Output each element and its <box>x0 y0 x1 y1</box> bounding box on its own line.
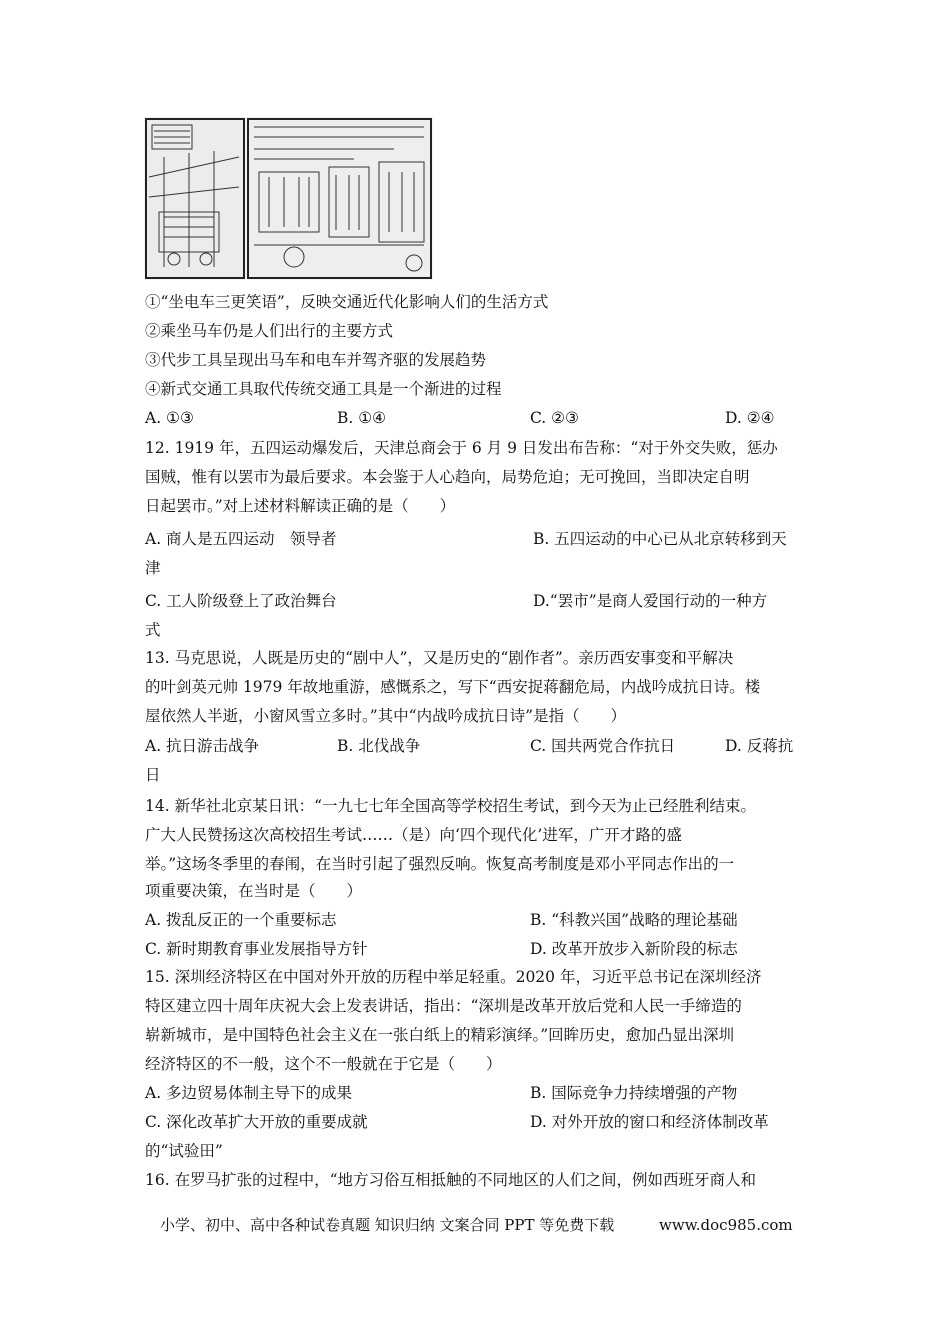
statement-2: ②乘坐马车仍是人们出行的主要方式 <box>145 322 394 340</box>
footer-url-link[interactable]: www.doc985.com <box>659 1216 793 1234</box>
q15-stem-line: 经济特区的不一般，这个不一般就在于它是（ ） <box>145 1055 502 1073</box>
q13-option-d[interactable]: D. 反蒋抗 <box>725 737 794 755</box>
q15-option-b[interactable]: B. 国际竞争力持续增强的产物 <box>530 1084 738 1102</box>
q12-stem-line: 12. 1919 年，五四运动爆发后，天津总商会于 6 月 9 日发出布告称：“对于外交失败，惩办 <box>145 439 778 457</box>
q15-option-d-wrap: 的“试验田” <box>145 1142 223 1160</box>
q13-option-d-wrap: 日 <box>145 766 161 784</box>
q15-stem-line: 崭新城市，是中国特色社会主义在一张白纸上的精彩演绎。”回眸历史，愈加凸显出深圳 <box>145 1026 735 1044</box>
page-footer <box>160 1214 793 1235</box>
q14-stem-line: 14. 新华社北京某日讯：“一九七七年全国高等学校招生考试，到今天为止已经胜利结束。 <box>145 797 757 815</box>
q15-option-a[interactable]: A. 多边贸易体制主导下的成果 <box>145 1084 353 1102</box>
statement-1: ①“坐电车三更笑语”，反映交通近代化影响人们的生活方式 <box>145 293 549 311</box>
q12-option-c[interactable]: C. 工人阶级登上了政治舞台 <box>145 592 337 610</box>
q13-option-b[interactable]: B. 北伐战争 <box>337 737 421 755</box>
q12-stem-line: 日起罢市。”对上述材料解读正确的是（ ） <box>145 497 456 515</box>
q13-stem-line: 屋依然人半逝，小窗风雪立多时。”其中“内战吟成抗日诗”是指（ ） <box>145 707 627 725</box>
q14-stem-line: 广大人民赞扬这次高校招生考试……（是）向‘四个现代化’进军，广开才路的盛 <box>145 826 682 844</box>
q16-stem-line: 16. 在罗马扩张的过程中，“地方习俗互相抵触的不同地区的人们之间，例如西班牙商人和 <box>145 1171 757 1189</box>
q11-option-a[interactable]: A. ①③ <box>145 409 194 427</box>
statement-4: ④新式交通工具取代传统交通工具是一个渐进的过程 <box>145 380 502 398</box>
q14-stem-line: 举。”这场冬季里的春闱，在当时引起了强烈反响。恢复高考制度是邓小平同志作出的一 <box>145 855 735 873</box>
q14-stem-line: 项重要决策，在当时是（ ） <box>145 882 363 900</box>
q13-option-c[interactable]: C. 国共两党合作抗日 <box>530 737 676 755</box>
footer-text: 小学、初中、高中各种试卷真题 知识归纳 文案合同 PPT 等免费下载 <box>160 1216 615 1234</box>
q12-option-d[interactable]: D.“罢市”是商人爱国行动的一种方 <box>533 592 768 610</box>
q11-option-c[interactable]: C. ②③ <box>530 409 579 427</box>
q12-option-b-wrap: 津 <box>145 559 161 577</box>
q14-option-d[interactable]: D. 改革开放步入新阶段的标志 <box>530 940 738 958</box>
q13-stem-line: 的叶剑英元帅 1979 年故地重游，感慨系之，写下“西安捉蒋翻危局，内战吟成抗日诗。楼 <box>145 678 761 696</box>
historical-illustration <box>144 117 433 280</box>
q15-option-c[interactable]: C. 深化改革扩大开放的重要成就 <box>145 1113 368 1131</box>
q14-option-c[interactable]: C. 新时期教育事业发展指导方针 <box>145 940 368 958</box>
q15-stem-line: 15. 深圳经济特区在中国对外开放的历程中举足轻重。2020 年，习近平总书记在深圳经济 <box>145 968 762 986</box>
q15-option-d[interactable]: D. 对外开放的窗口和经济体制改革 <box>530 1113 769 1131</box>
q11-option-b[interactable]: B. ①④ <box>337 409 387 427</box>
q14-option-b[interactable]: B. “科教兴国”战略的理论基础 <box>530 911 738 929</box>
q13-stem-line: 13. 马克思说，人既是历史的“剧中人”，又是历史的“剧作者”。亲历西安事变和平解决 <box>145 649 734 667</box>
statement-3: ③代步工具呈现出马车和电车并驾齐驱的发展趋势 <box>145 351 487 369</box>
q14-option-a[interactable]: A. 拨乱反正的一个重要标志 <box>145 911 337 929</box>
q13-option-a[interactable]: A. 抗日游击战争 <box>145 737 260 755</box>
q11-option-d[interactable]: D. ②④ <box>725 409 775 427</box>
q12-option-d-wrap: 式 <box>145 621 161 639</box>
q12-option-b[interactable]: B. 五四运动的中心已从北京转移到天 <box>533 530 787 548</box>
q15-stem-line: 特区建立四十周年庆祝大会上发表讲话，指出：“深圳是改革开放后党和人民一手缔造的 <box>145 997 742 1015</box>
q12-stem-line: 国贼，惟有以罢市为最后要求。本会鉴于人心趋向，局势危迫；无可挽回，当即决定自明 <box>145 468 750 486</box>
q12-option-a[interactable]: A. 商人是五四运动 领导者 <box>145 530 337 548</box>
